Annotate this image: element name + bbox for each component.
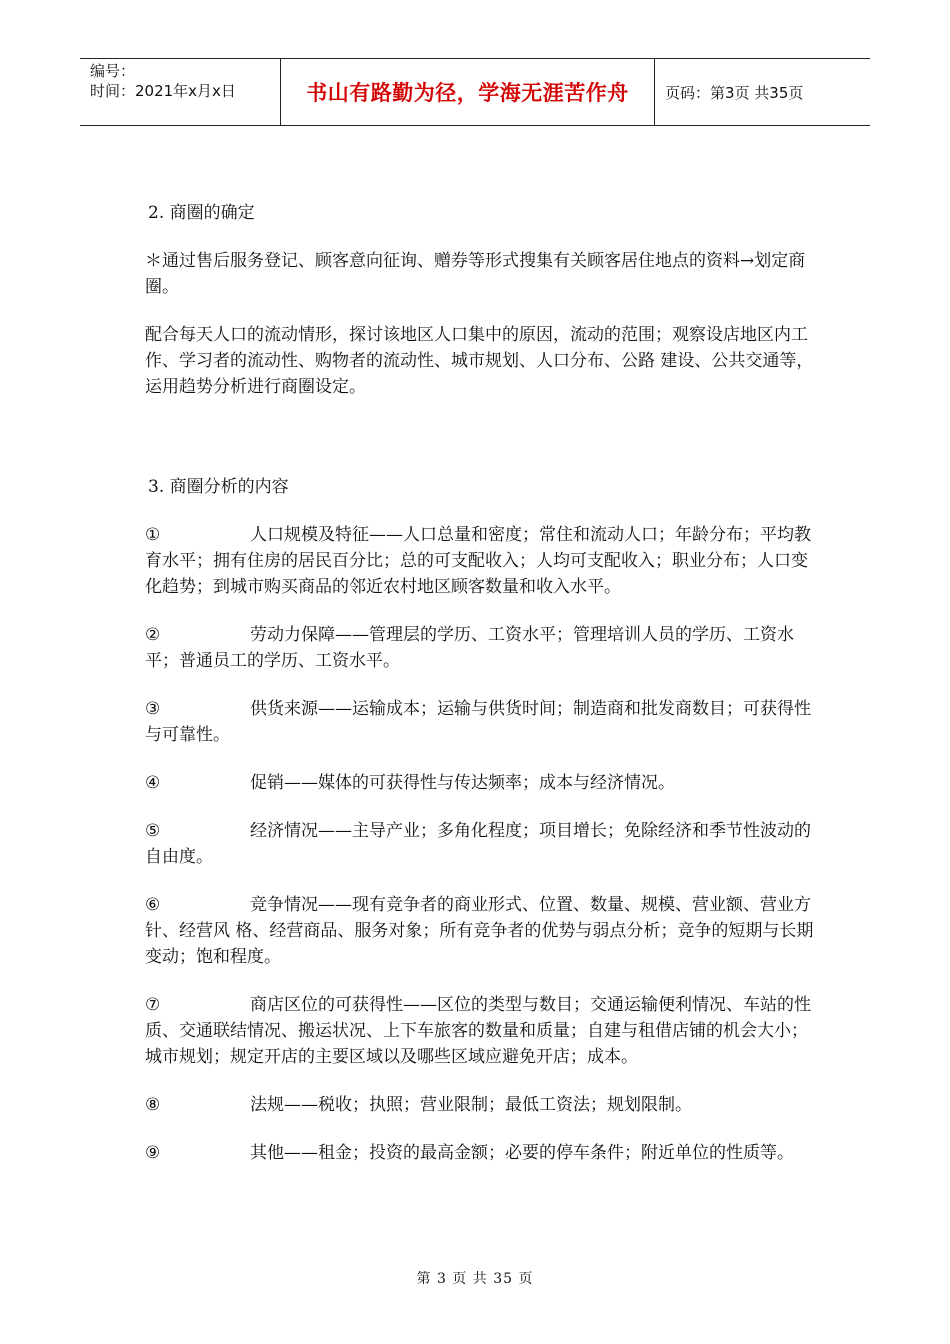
list-item-marker: ⑨	[145, 1143, 161, 1163]
list-item-text: 劳动力保障——管理层的学历、工资水平；管理培训人员的学历、工资水平；普通员工的学历、工资水平。	[145, 625, 794, 671]
list-item-marker: ⑧	[145, 1095, 161, 1115]
list-item-text: 法规——税收；执照；营业限制；最低工资法；规划限制。	[250, 1095, 692, 1115]
document-time-label: 时间：2021年x月x日	[90, 82, 236, 100]
page-header	[80, 58, 870, 126]
list-item-marker: ⑤	[145, 821, 161, 841]
header-page-info: 页码：第3页 共35页	[665, 83, 804, 102]
list-item	[145, 696, 825, 748]
section-2-paragraph-1: ＊通过售后服务登记、顾客意向征询、赠券等形式搜集有关顾客居住地点的资料→划定商圈。	[145, 251, 806, 297]
header-meta	[80, 59, 281, 125]
list-item	[145, 818, 825, 870]
section-2-heading: 2. 商圈的确定	[148, 203, 255, 223]
list-item-text: 供货来源——运输成本；运输与供货时间；制造商和批发商数目；可获得性与可靠性。	[145, 699, 811, 745]
list-item	[145, 992, 825, 1070]
list-item-text: 商店区位的可获得性——区位的类型与数目；交通运输便利情况、车站的性质、交通联结情况、搬运状况、上下车旅客的数量和质量；自建与租借店铺的机会大小； 城市规划；规定开店的主要区域以及哪些区域应避免开店；成本。	[145, 995, 811, 1067]
document-number-label: 编号：	[90, 62, 136, 80]
list-item	[145, 1140, 825, 1166]
header-motto: 书山有路勤为径，学海无涯苦作舟	[281, 59, 655, 125]
section-2-paragraph-2: 配合每天人口的流动情形，探讨该地区人口集中的原因，流动的范围；观察设店地区内工作、学习者的流动性、购物者的流动性、城市规划、人口分布、公路 建设、公共交通等，运用趋势分析进行商圈设定。	[145, 325, 814, 397]
list-item-marker: ③	[145, 699, 161, 719]
document-body	[145, 200, 825, 1166]
list-item-text: 人口规模及特征——人口总量和密度；常住和流动人口；年龄分布；平均教育水平；拥有住房的居民百分比；总的可支配收入；人均可支配收入；职业分布；人口变 化趋势；到城市购买商品的邻近农村地区顾客数量和收入水平。	[145, 525, 811, 597]
list-item-text: 其他——租金；投资的最高金额；必要的停车条件；附近单位的性质等。	[250, 1143, 794, 1163]
list-item-marker: ②	[145, 625, 161, 645]
list-item-marker: ⑦	[145, 995, 161, 1015]
list-item-text: 促销——媒体的可获得性与传达频率；成本与经济情况。	[250, 773, 675, 793]
list-item-text: 经济情况——主导产业；多角化程度；项目增长；免除经济和季节性波动的自由度。	[145, 821, 811, 867]
list-item	[145, 622, 825, 674]
page-footer: 第 3 页 共 35 页	[416, 1271, 534, 1287]
list-item	[145, 892, 825, 970]
list-item	[145, 770, 825, 796]
section-3-heading: 3. 商圈分析的内容	[148, 477, 289, 497]
list-item	[145, 522, 825, 600]
list-item-marker: ①	[145, 525, 161, 545]
list-item-text: 竞争情况——现有竞争者的商业形式、位置、数量、规模、营业额、营业方针、经营风 格、经营商品、服务对象；所有竞争者的优势与弱点分析；竞争的短期与长期变动；饱和程度。	[145, 895, 814, 967]
list-item-marker: ④	[145, 773, 161, 793]
list-item	[145, 1092, 825, 1118]
list-item-marker: ⑥	[145, 895, 161, 915]
